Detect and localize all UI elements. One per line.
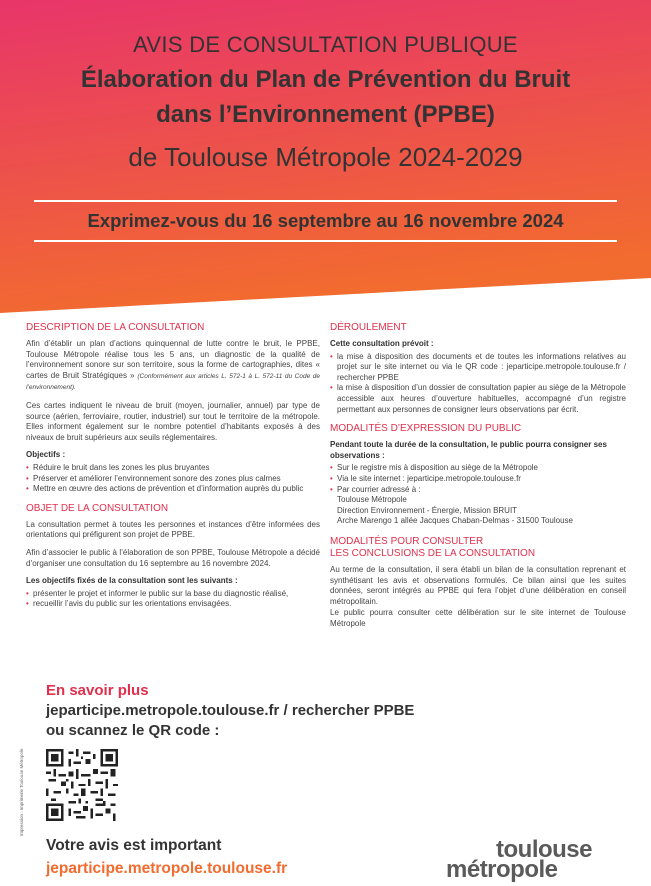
objet-p1: La consultation permet à toutes les personnes et instances d’être informées des orientations qui préfigurent son projet de PPBE. <box>26 519 320 540</box>
en-savoir-plus: En savoir plus <box>46 682 149 699</box>
description-p2: Ces cartes indiquent le niveau de bruit (moyen, journalier, annuel) par type de source (aérien, ferroviaire, routier, industriel) sur tout le territoire de la métropole. Elles informent également sur le nombre potentiel d’habitants exposés à des niveaux de bruit supérieurs aux seuils réglementaires. <box>26 400 320 442</box>
list-item: • présenter le projet et informer le public sur la base du diagnostic réalisé, <box>26 589 320 600</box>
header-banner <box>0 0 651 320</box>
right-column <box>330 322 626 636</box>
description-p1: Afin d’établir un plan d’actions quinquennal de lutte contre le bruit, le PPBE, Toulouse Métropole réalise tous les 5 ans, un diagnostic de la qualité de l’environnement sonore sur son territoire, sous la forme de cartographies, dites « cartes de Bruit Stratégiques » (Conformément aux articles L. 572-1 à L. 572-11 du Code de l’environnement). <box>26 339 320 392</box>
list-item: • Préserver et améliorer l’environnement sonore des zones plus calmes <box>26 474 320 485</box>
conclusions-p1: Au terme de la consultation, il sera établi un bilan de la consultation reprenant et synthétisant les avis et observations formulés. Ce bilan ainsi que les suites données, seront intégrés au PPBE qui fera l’objet d’une délibération en conseil métropolitain. <box>330 564 626 606</box>
address-line: Toulouse Métropole <box>337 495 407 505</box>
expression-list <box>330 463 626 495</box>
address-line: Arche Marengo 1 allée Jacques Chaban-Delmas - 31500 Toulouse <box>337 516 573 526</box>
list-item: • la mise à disposition des documents et de toutes les informations relatives au projet sur le site internet ou via le QR code : jeparticipe.metropole.toulouse.fr / rechercher PPBE <box>330 352 626 384</box>
printer-credit: Impression : Imprimerie Toulouse Métropole <box>19 748 24 836</box>
site-link[interactable]: jeparticipe.metropole.toulouse.fr <box>46 860 288 877</box>
conclusions-p2: Le public pourra consulter cette délibération sur le site internet de Toulouse Métropole <box>330 608 626 628</box>
main-title-line1: Élaboration du Plan de Prévention du Bruit <box>80 66 571 93</box>
left-column <box>26 322 320 618</box>
list-item: • Mettre en œuvre des actions de prévention et d’information auprès du public <box>26 484 320 495</box>
bottom-rule <box>34 240 617 242</box>
logo-line2: métropole <box>446 856 558 883</box>
list-item: • Par courrier adressé à : <box>330 485 626 496</box>
legal-reference: (Conformément aux articles L. 572-1 à L. 572-11 du Code de l’environnement). <box>26 372 320 392</box>
deroulement-title: DÉROULEMENT <box>330 322 407 333</box>
main-title <box>0 62 651 132</box>
expression-lead: Pendant toute la durée de la consultation, le public pourra consigner ses observations : <box>330 440 607 460</box>
website-link[interactable]: jeparticipe.metropole.toulouse.fr / rechercher PPBE <box>46 702 415 719</box>
toulouse-metropole-logo <box>446 836 616 884</box>
deroulement-lead: Cette consultation prévoit : <box>330 339 434 348</box>
description-title: DESCRIPTION DE LA CONSULTATION <box>26 322 205 333</box>
conclusions-title: MODALITÉS POUR CONSULTER LES CONCLUSIONS DE LA CONSULTATION <box>330 535 536 559</box>
list-item: • la mise à disposition d’un dossier de consultation papier au siège de la Métropole accessible aux heures d’ouverture habituelles, accompagné d’un registre permettant aux personnes de consigner leurs observations par écrit. <box>330 383 626 415</box>
postal-address <box>330 495 626 527</box>
votre-avis: Votre avis est important <box>46 837 222 854</box>
address-line: Direction Environnement - Énergie, Mission BRUIT <box>337 505 518 515</box>
list-item: • Sur le registre mis à disposition au siège de la Métropole <box>330 463 626 474</box>
expression-title: MODALITÉS D’EXPRESSION DU PUBLIC <box>330 423 522 435</box>
objet-p2: Afin d’associer le public à l’élaboration de son PPBE, Toulouse Métropole a décidé d’organiser une consultation du 16 septembre au 16 novembre 2024. <box>26 547 320 568</box>
top-rule <box>34 200 617 202</box>
list-item: • Via le site internet : jeparticipe.metropole.toulouse.fr <box>330 474 626 485</box>
objectives-list <box>26 463 320 495</box>
list-item: • recueillir l’avis du public sur les orientations envisagées. <box>26 599 320 610</box>
objet-title: OBJET DE LA CONSULTATION <box>26 502 169 514</box>
objectives-lead: Objectifs : <box>26 450 66 460</box>
qr-code[interactable] <box>46 749 118 821</box>
qr-instruction: ou scannez le QR code : <box>46 722 220 739</box>
dates-banner: Exprimez-vous du 16 septembre au 16 novembre 2024 <box>87 210 564 231</box>
main-title-line2: dans l’Environnement (PPBE) <box>156 101 495 128</box>
subtitle: de Toulouse Métropole 2024-2029 <box>128 142 523 172</box>
kicker-title: AVIS DE CONSULTATION PUBLIQUE <box>133 32 518 57</box>
objet-list <box>26 589 320 610</box>
logo-line1: toulouse <box>496 836 592 863</box>
objet-lead: Les objectifs fixés de la consultation sont les suivants : <box>26 576 238 586</box>
list-item: • Réduire le bruit dans les zones les plus bruyantes <box>26 463 320 474</box>
cta-block <box>46 681 414 741</box>
deroulement-list <box>330 352 626 416</box>
